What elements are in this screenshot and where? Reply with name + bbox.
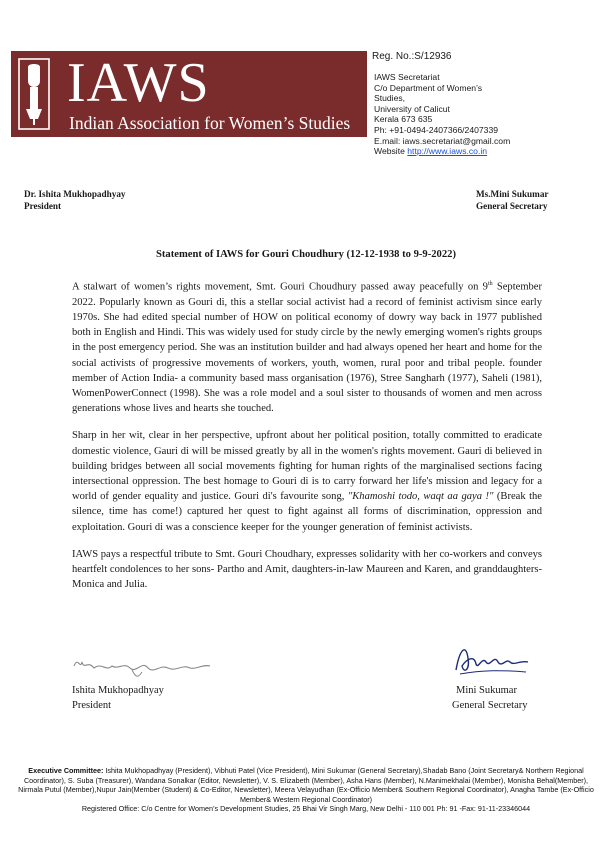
iaws-banner bbox=[11, 51, 367, 137]
president-signature-block bbox=[72, 683, 164, 713]
secretary-signature-icon bbox=[452, 640, 532, 680]
address-line: University of Calicut bbox=[374, 103, 450, 114]
secretariat-address bbox=[374, 72, 524, 157]
secretary-name: Ms.Mini Sukumar bbox=[476, 189, 549, 199]
song-title: "Khamoshi todo, waqt aa gaya !" bbox=[347, 491, 494, 503]
secretary-signature-block bbox=[452, 683, 528, 713]
president-role: President bbox=[24, 201, 62, 211]
president-signature-icon bbox=[72, 648, 212, 680]
website-label: Website bbox=[374, 146, 405, 157]
address-line: E.mail: iaws.secretariat@gmail.com bbox=[374, 135, 511, 146]
secretary-header bbox=[476, 188, 549, 212]
brand-subtitle: Indian Association for Women’s Studies bbox=[69, 113, 351, 133]
president-signature-role: President bbox=[72, 700, 112, 711]
executive-committee-footer bbox=[12, 766, 600, 814]
executive-committee-members: Ishita Mukhopadhyay (President), Vibhuti Patel (Vice President), Mini Sukumar (General Secretary),Shadab Bano (Joint Secretary& Northern Regional Coordinator), S. Suba (Treasurer), Wandana Sonalkar (Editor, Newsletter), V. S. Elizabeth (Member), Asha Hans (Member), N.Manimekhalai (Member), Monisha Behal(Member), Nirmala Putul (Member),Nupur Jain(Member (Student) & Co-Editor, Newsletter), Meera Velayudhan (Ex-Officio Member& Southern Regional Coordinator), Anagha Tambe (Ex-Officio Member& Western Regional Coordinator) bbox=[18, 766, 594, 804]
statement-body bbox=[72, 277, 542, 604]
torch-logo-icon bbox=[16, 57, 52, 131]
president-header bbox=[24, 188, 126, 212]
address-line: Ph: +91-0494-2407366/2407339 bbox=[374, 124, 499, 135]
statement-title: Statement of IAWS for Gouri Choudhury (12-12-1938 to 9-9-2022) bbox=[156, 249, 456, 260]
president-name: Dr. Ishita Mukhopadhyay bbox=[24, 189, 126, 199]
paragraph-2-text: Sharp in her wit, clear in her perspective, upfront about her political position, totally committed to eradicate domestic violence, Gauri di will be missed greatly by all in the women's rights movement. Gauri di believed in building bridges between all social movements fighting for human rights of the marginalised sections facing intersectional oppression. The best homage to Gouri di is to carry forward her life's mission and legacy for a world of gender equality and justice. Gouri di's favourite song, bbox=[72, 430, 542, 503]
address-line: C/o Department of Women’s bbox=[374, 82, 483, 93]
paragraph-2 bbox=[72, 428, 542, 534]
secretary-signature-role: General Secretary bbox=[452, 700, 528, 711]
website-line bbox=[374, 146, 524, 157]
paragraph-2-text-cont: (Break the silence, time has come!) captured her quest to fight against all forms of discrimination, oppression and exploitation. Gouri di was a conscience keeper for the younger generation of feminist activists. bbox=[72, 491, 542, 533]
address-line: Studies, bbox=[374, 93, 406, 104]
paragraph-1-text: A stalwart of women’s rights movement, Smt. Gouri Choudhury passed away peacefully on 9 bbox=[72, 281, 488, 293]
ordinal-suffix: th bbox=[487, 281, 493, 287]
secretary-signature-name: Mini Sukumar bbox=[456, 685, 517, 696]
paragraph-3: IAWS pays a respectful tribute to Smt. Gouri Choudhary, expresses solidarity with her co-workers and conveys heartfelt condolences to her sons- Partho and Amit, daughters-in-law Maureen and Karen, and granddaughters- Monica and Julia. bbox=[72, 548, 542, 591]
website-link[interactable]: http://www.iaws.co.in bbox=[407, 146, 488, 157]
paragraph-1 bbox=[72, 277, 542, 416]
brand-name: IAWS bbox=[67, 52, 210, 114]
registered-office: Registered Office: C/o Centre for Women’s Development Studies, 25 Bhai Vir Singh Marg, New Delhi - 110 001 Ph: 91 -Fax: 91-11-23346044 bbox=[81, 804, 531, 814]
executive-committee-list bbox=[12, 766, 600, 804]
secretary-role: General Secretary bbox=[476, 201, 548, 211]
president-signature-name: Ishita Mukhopadhyay bbox=[72, 685, 164, 696]
executive-committee-label: Executive Committee: bbox=[28, 766, 104, 775]
address-line: IAWS Secretariat bbox=[374, 72, 440, 82]
paragraph-1-text-cont: September 2022. Popularly known as Gouri di, this a stellar social activist had a record of feminist activism since early 1970s. She had edited special number of HOW on political economy of dowry way back in 1977 published both in English and Hindi. This was widely used for study circle by the newly emerging women's rights groups in the post emergency period. She was an institution builder and had always opened her heart and home for the social activists of progressive movements of workers, youth, women, rural poor and tribal people. founder member of Action India- a community based mass organisation (1976), Stree Sangharh (1977), Saheli (1981), WomenPowerConnect (1998). She was a role model and a soul sister to thousands of women and men across generations whose lives and hearts she touched. bbox=[72, 281, 542, 415]
registration-number: Reg. No.:S/12936 bbox=[372, 51, 452, 62]
address-line: Kerala 673 635 bbox=[374, 114, 433, 125]
